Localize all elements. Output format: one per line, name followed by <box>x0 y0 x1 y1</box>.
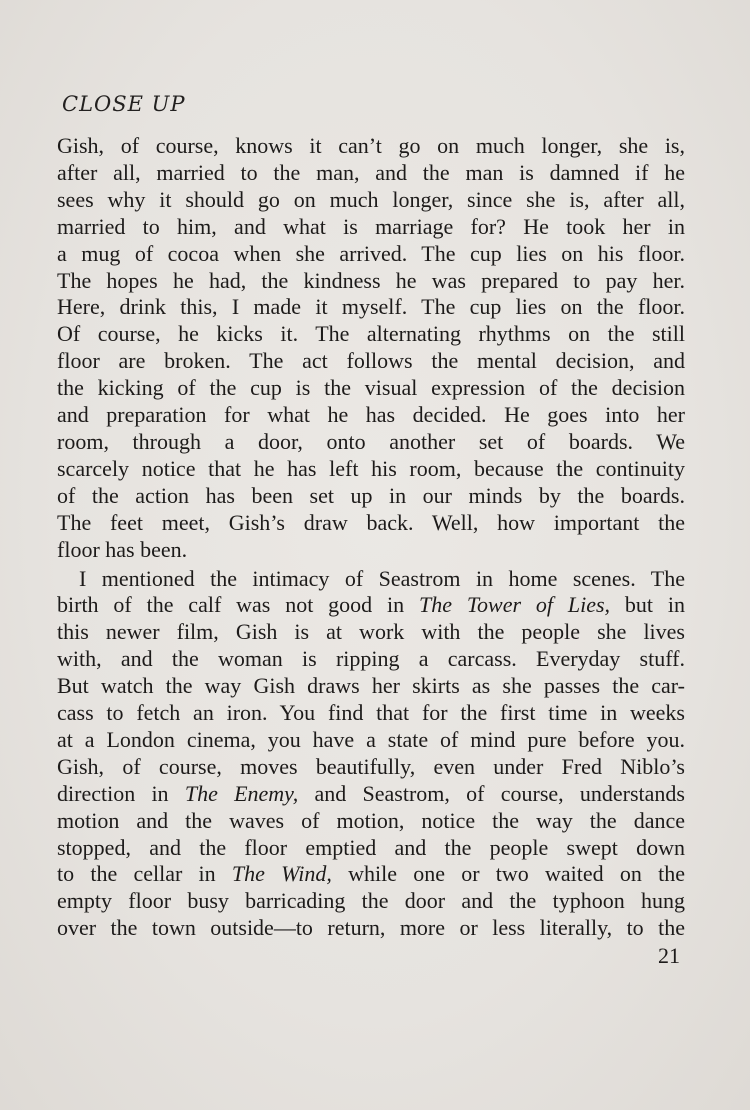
text-run: while one or two waited on the <box>331 861 685 887</box>
running-head: CLOSE UP <box>62 92 186 116</box>
text-line: of the action has been set up in our minds by the boards. <box>57 482 685 508</box>
text-line: over the town outside—to return, more or less literally, to the <box>57 915 685 941</box>
text-line <box>57 592 685 619</box>
text-line: Here, drink this, I made it myself. The cup lies on the floor. <box>57 294 685 320</box>
text-line: this newer film, Gish is at work with the people she lives <box>57 619 685 645</box>
text-run: birth of the calf was not good in <box>57 592 419 618</box>
text-line: at a London cinema, you have a state of mind pure before you. <box>57 726 685 752</box>
text-run: and Seastrom, of course, understands <box>298 780 685 806</box>
text-line: The hopes he had, the kindness he was prepared to pay her. <box>57 267 685 293</box>
text-line: cass to fetch an iron. You find that for the first time in weeks <box>57 700 685 726</box>
text-line: married to him, and what is marriage for? He took her in <box>57 213 685 239</box>
text-line: room, through a door, onto another set of boards. We <box>57 428 685 454</box>
text-line: I mentioned the intimacy of Seastrom in home scenes. The <box>79 565 685 591</box>
text-line: with, and the woman is ripping a carcass. Everyday stuff. <box>57 646 685 672</box>
text-line: motion and the waves of motion, notice the way the dance <box>57 807 685 833</box>
text-line: and preparation for what he has decided. He goes into her <box>57 402 685 428</box>
text-run: but in <box>610 592 685 618</box>
text-line: sees why it should go on much longer, since she is, after all, <box>57 186 685 212</box>
paragraph <box>57 566 685 943</box>
paragraph <box>57 133 685 564</box>
text-line: stopped, and the floor emptied and the people swept down <box>57 834 685 860</box>
text-line: Of course, he kicks it. The alternating rhythms on the still <box>57 321 685 347</box>
text-run: to the cellar in <box>57 861 232 887</box>
film-title: The Enemy, <box>184 780 299 806</box>
page-number: 21 <box>658 943 680 968</box>
body-text <box>57 133 685 942</box>
text-line: scarcely notice that he has left his room, because the continuity <box>57 455 685 481</box>
text-line: floor has been. <box>57 536 188 562</box>
text-line: empty floor busy barricading the door and the typhoon hung <box>57 888 685 914</box>
text-line: after all, married to the man, and the man is damned if he <box>57 159 685 185</box>
text-line <box>57 781 685 808</box>
text-line: Gish, of course, knows it can’t go on much longer, she is, <box>57 133 685 158</box>
text-run: direction in <box>57 780 185 806</box>
text-line: the kicking of the cup is the visual expression of the decision <box>57 375 685 401</box>
film-title: The Wind, <box>231 861 332 887</box>
text-line: The feet meet, Gish’s draw back. Well, how important the <box>57 509 685 535</box>
text-line: Gish, of course, moves beautifully, even under Fred Niblo’s <box>57 753 685 779</box>
text-line: But watch the way Gish draws her skirts as she passes the car- <box>57 673 685 699</box>
film-title: The Tower of Lies, <box>418 592 611 618</box>
text-line: floor are broken. The act follows the mental decision, and <box>57 348 685 374</box>
text-line: a mug of cocoa when she arrived. The cup lies on his floor. <box>57 240 685 266</box>
text-line <box>57 861 685 888</box>
